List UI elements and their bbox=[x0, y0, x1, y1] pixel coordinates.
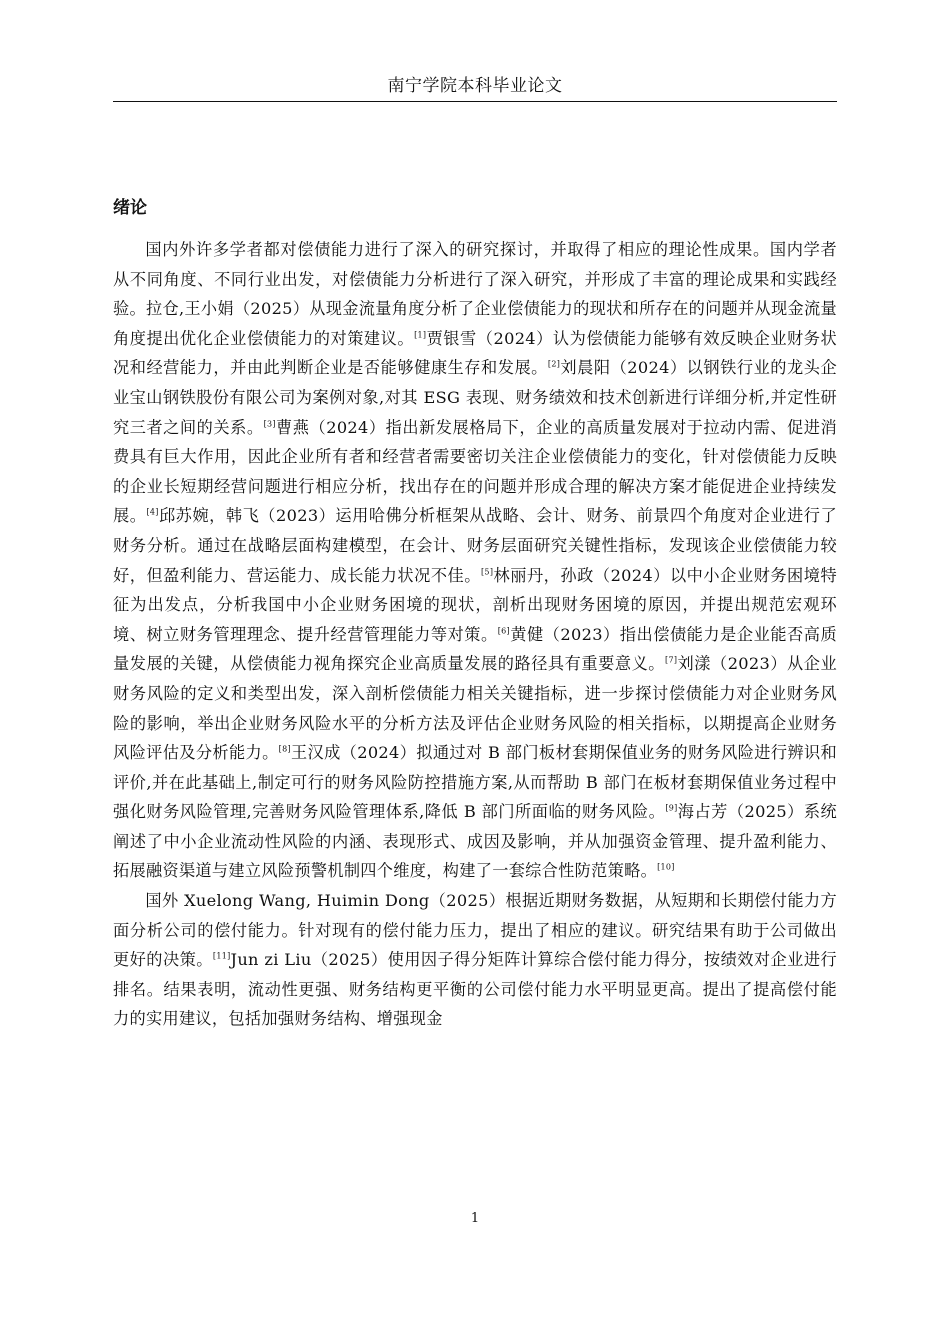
citation-ref: [8] bbox=[278, 744, 291, 754]
text-run: 国内外许多学者都对偿债能力进行了深入的研究探讨，并取得了相应的理论性成果。国内学者从不同角度、不同行业出发，对偿债能力分析进行了深入研究，并形成了丰富的理论成果和实践经验。拉仓,王小娟（2025）从现金流量角度分析了企业偿债能力的现状和所存在的问题并从现金流量角度提出优化企业偿债能力的对策建议。 bbox=[113, 240, 837, 348]
citation-ref: [9] bbox=[665, 803, 678, 813]
citation-ref: [2] bbox=[547, 359, 561, 369]
text-run: 邱苏婉，韩飞（2023）运用哈佛分析框架从战略、会计、财务、前景四个角度对企业进行了财务分析。通过在战略层面构建模型，在会计、财务层面研究关键性指标，发现该企业偿债能力较好，但盈利能力、营运能力、成长能力状况不佳。 bbox=[113, 506, 837, 585]
running-header: 南宁学院本科毕业论文 bbox=[387, 76, 563, 96]
section-title: 绪论 bbox=[113, 198, 147, 218]
paragraph-domestic bbox=[113, 235, 837, 886]
citation-ref: [11] bbox=[212, 951, 231, 961]
citation-ref: [4] bbox=[146, 507, 159, 517]
citation-ref: [5] bbox=[481, 567, 494, 577]
citation-ref: [1] bbox=[414, 330, 427, 340]
text-run: 刘漾（2023）从企业财务风险的定义和类型出发，深入剖析偿债能力相关关键指标，进一步探讨偿债能力对企业财务风险的影响，举出企业财务风险水平的分析方法及评估企业财务风险的相关指标，以期提高企业财务风险评估及分析能力。 bbox=[113, 654, 837, 763]
text-run: 黄健（2023）指出偿债能力是企业能否高质量发展的关键，从偿债能力视角探究企业高质量发展的路径具有重要意义。 bbox=[113, 624, 837, 674]
citation-ref: [10] bbox=[657, 863, 675, 873]
paragraph-foreign bbox=[113, 886, 837, 1034]
page-number: 1 bbox=[470, 1211, 480, 1226]
citation-ref: [7] bbox=[665, 655, 678, 665]
text-run: 国外 Xuelong Wang, Huimin Dong（2025）根据近期财务数据，从短期和长期偿付能力方面分析公司的偿付能力。针对现有的偿付能力压力，提出了相应的建议。研究结果有助于公司做出更好的决策。 bbox=[113, 891, 837, 970]
body-text bbox=[113, 235, 837, 1034]
text-run: 林丽丹，孙政（2024）以中小企业财务困境特征为出发点，分析我国中小企业财务困境的现状，剖析出现财务困境的原因，并提出规范宏观环境、树立财务管理理念、提升经营管理能力等对策。 bbox=[113, 565, 837, 644]
text-run: 王汉成（2024）拟通过对 B 部门板材套期保值业务的财务风险进行辨识和评价,并在此基础上,制定可行的财务风险防控措施方案,从而帮助 B 部门在板材套期保值业务过程中强化财务风险管理,完善财务风险管理体系,降低 B 部门所面临的财务风险。 bbox=[113, 743, 837, 822]
text-run: Jun zi Liu（2025）使用因子得分矩阵计算综合偿付能力得分，按绩效对企业进行排名。结果表明，流动性更强、财务结构更平衡的公司偿付能力水平明显更高。提出了提高偿付能力的实用建议，包括加强财务结构、增强现金 bbox=[113, 950, 837, 1029]
citation-ref: [3] bbox=[263, 419, 276, 429]
text-run: 贾银雪（2024）认为偿债能力能够有效反映企业财务状况和经营能力，并由此判断企业是否能够健康生存和发展。 bbox=[113, 328, 837, 378]
text-run: 刘晨阳（2024）以钢铁行业的龙头企业宝山钢铁股份有限公司为案例对象,对其 ESG 表现、财务绩效和技术创新进行详细分析,并定性研究三者之间的关系。 bbox=[113, 358, 837, 437]
header-rule bbox=[113, 101, 837, 102]
citation-ref: [6] bbox=[497, 626, 510, 636]
text-run: 曹燕（2024）指出新发展格局下，企业的高质量发展对于拉动内需、促进消费具有巨大作用，因此企业所有者和经营者需要密切关注企业偿债能力的变化，针对偿债能力反映的企业长短期经营问题进行相应分析，找出存在的问题并形成合理的解决方案才能促进企业持续发展。 bbox=[113, 417, 837, 526]
text-run: 海占芳（2025）系统阐述了中小企业流动性风险的内涵、表现形式、成因及影响，并从加强资金管理、提升盈利能力、拓展融资渠道与建立风险预警机制四个维度，构建了一套综合性防范策略。 bbox=[113, 802, 838, 881]
